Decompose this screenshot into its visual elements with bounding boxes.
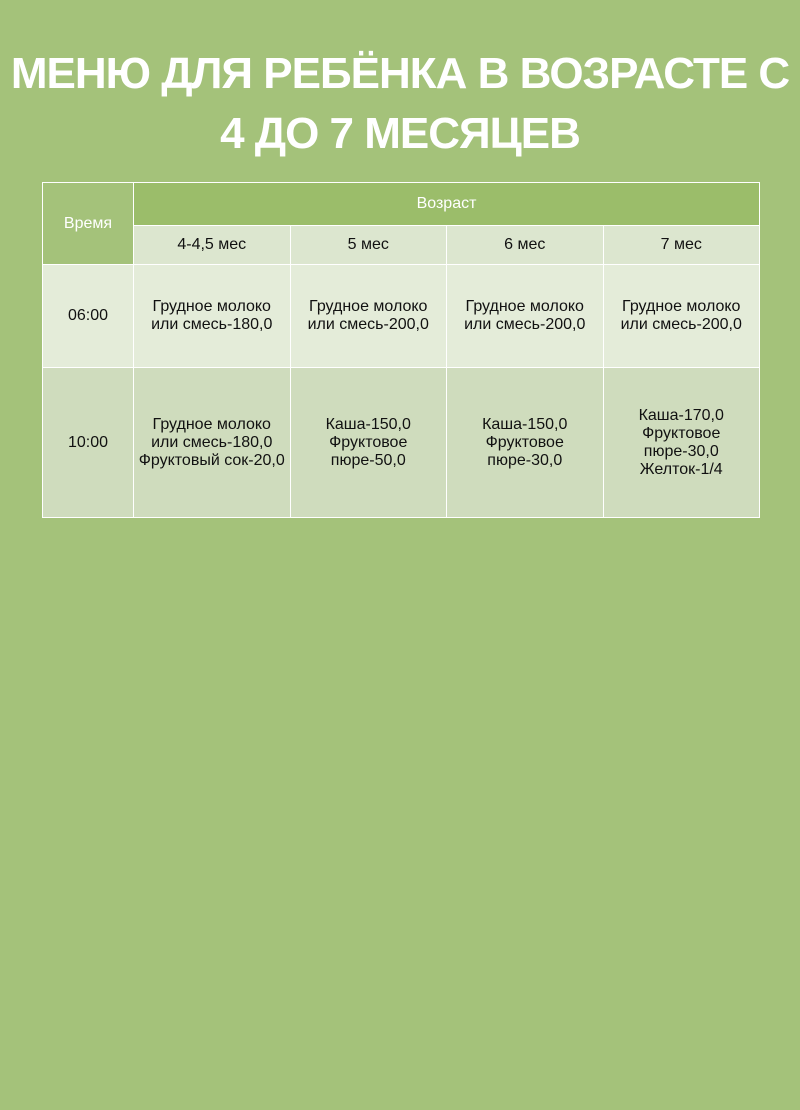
menu-table xyxy=(42,182,760,518)
table-cell: Грудное молоко или смесь-180,0 xyxy=(134,265,291,368)
time-header: Время xyxy=(43,183,134,265)
table-cell: Грудное молоко или смесь-200,0 xyxy=(603,265,760,368)
age-column-1: 4-4,5 мес xyxy=(134,226,291,265)
row-time: 06:00 xyxy=(43,265,134,368)
age-column-4: 7 мес xyxy=(603,226,760,265)
page-title: МЕНЮ ДЛЯ РЕБЁНКА В ВОЗРАСТЕ С 4 ДО 7 МЕСЯЦЕВ xyxy=(10,49,790,158)
row-time: 10:00 xyxy=(43,368,134,518)
age-header: Возраст xyxy=(134,183,760,226)
table-cell: Каша-150,0 Фруктовое пюре-30,0 xyxy=(447,368,604,518)
table-cell: Грудное молоко или смесь-200,0 xyxy=(447,265,604,368)
table-row xyxy=(43,265,760,368)
age-column-2: 5 мес xyxy=(290,226,447,265)
table-row xyxy=(43,368,760,518)
table-cell: Грудное молоко или смесь-200,0 xyxy=(290,265,447,368)
table-cell: Каша-150,0 Фруктовое пюре-50,0 xyxy=(290,368,447,518)
table-cell: Грудное молоко или смесь-180,0 Фруктовый сок-20,0 xyxy=(134,368,291,518)
table-cell: Каша-170,0 Фруктовое пюре-30,0 Желток-1/4 xyxy=(603,368,760,518)
age-column-3: 6 мес xyxy=(447,226,604,265)
